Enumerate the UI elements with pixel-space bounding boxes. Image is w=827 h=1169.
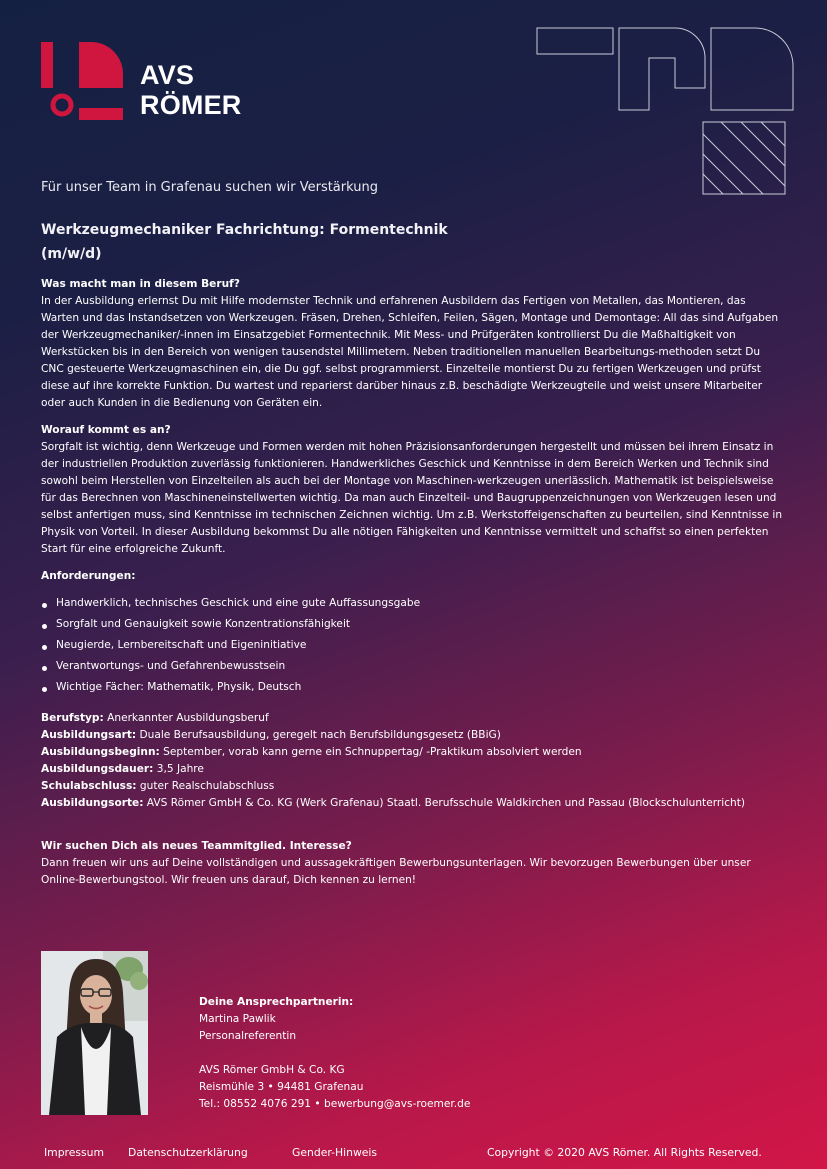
list-item: Sorgfalt und Genauigkeit sowie Konzentrationsfähigkeit — [41, 614, 786, 635]
job-title-line-2: (m/w/d) — [41, 246, 102, 262]
fact-row — [41, 795, 786, 812]
fact-label: Ausbildungsorte: — [41, 797, 144, 809]
list-item: Wichtige Fächer: Mathematik, Physik, Deutsch — [41, 677, 786, 698]
list-item: Verantwortungs- und Gefahrenbewusstsein — [41, 656, 786, 677]
copyright-text: Copyright © 2020 AVS Römer. All Rights Reserved. — [487, 1146, 762, 1159]
fact-value: guter Realschulabschluss — [136, 780, 275, 792]
training-facts — [41, 710, 786, 812]
fact-value: 3,5 Jahre — [153, 763, 204, 775]
section-text: Sorgfalt ist wichtig, denn Werkzeuge und Formen werden mit hohen Präzisionsanforderungen hergestellt und müssen bei ihrem Einsatz in der industriellen Produktion zuverlässig funktionieren. Handwerkliches Geschick und Kenntnisse in dem Bereich Werken und Technik sind sowohl beim Herstellen von Einzelteilen als auch bei der Montage von Maschinen-werkzeugen unerlässlich. Mathematik ist beispielsweise für das Berechnen von Maschineneinstellwerten wichtig. Da man auch Einzelteil- und Baugruppenzeichnungen von Werkzeugen lesen und selbst anfertigen muss, sind Kenntnisse im technischen Zeichnen wichtig. Um z.B. Werkstoffeigenschaften zu beurteilen, sind Kenntnisse in Physik von Vorteil. In dieser Ausbildung bekommst Du alle nötigen Fähigkeiten und Kenntnisse vermittelt und schaffst so einen perfekten Start für eine erfolgreiche Zukunft. — [41, 441, 783, 555]
fact-row — [41, 761, 786, 778]
avs-roemer-logo-icon — [41, 42, 123, 122]
section-what-matters — [41, 422, 786, 558]
job-title-line-1: Werkzeugmechaniker Fachrichtung: Formentechnik — [41, 222, 448, 238]
closing-text: Dann freuen wir uns auf Deine vollständigen und aussagekräftigen Bewerbungsunterlagen. Wir bevorzugen Bewerbungen über unser Online-Bewerbungstool. Wir freuen uns darauf, Dich kennen zu lernen! — [41, 857, 751, 886]
list-item: Neugierde, Lernbereitschaft und Eigeninitiative — [41, 635, 786, 656]
section-what-you-do — [41, 276, 786, 412]
datenschutz-link[interactable]: Datenschutzerklärung — [128, 1146, 248, 1159]
fact-label: Schulabschluss: — [41, 780, 137, 792]
fact-value: September, vorab kann gerne ein Schnuppertag/ -Praktikum absolviert werden — [159, 746, 582, 758]
contact-person-photo — [41, 951, 148, 1115]
fact-value: Anerkannter Ausbildungsberuf — [103, 712, 269, 724]
requirements-heading: Anforderungen: — [41, 570, 136, 582]
closing-heading: Wir suchen Dich als neues Teammitglied. Interesse? — [41, 840, 352, 852]
section-text: In der Ausbildung erlernst Du mit Hilfe modernster Technik und erfahrenen Ausbildern das Fertigen von Metallen, das Montieren, das Warten und das Instandsetzen von Werkzeugen. Fräsen, Drehen, Schleifen, Feilen, Sägen, Montage und Demontage: All das sind Aufgaben der Werkzeugmechaniker/-innen im Einsatzgebiet Formentechnik. Mit Mess- und Prüfgeräten kontrollierst Du die Maßhaltigkeit von Werkstücken bis in den Bereich von wenigen tausendstel Millimetern. Neben traditionellen manuellen Bearbeitungs-methoden setzt Du CNC gesteuerte Werkzeugmaschinen ein, die Du ggf. selbst programmierst. Einzelteile montierst Du zu fertigen Werkzeugen und prüfst diese auf ihre korrekte Funktion. Du wartest und reparierst darüber hinaus z.B. beschädigte Werkzeugteile und weist unsere Mitarbeiter oder auch Kunden in die Bedienung von Geräten ein. — [41, 295, 779, 409]
job-title — [41, 218, 448, 266]
fact-label: Ausbildungsbeginn: — [41, 746, 160, 758]
contact-address: Reismühle 3 • 94481 Grafenau — [199, 1081, 364, 1093]
section-heading: Was macht man in diesem Beruf? — [41, 278, 240, 290]
section-closing — [41, 838, 786, 889]
contact-name: Martina Pawlik — [199, 1013, 276, 1025]
requirements-list — [41, 593, 786, 698]
contact-phone-email[interactable]: Tel.: 08552 4076 291 • bewerbung@avs-roemer.de — [199, 1098, 471, 1110]
contact-company: AVS Römer GmbH & Co. KG — [199, 1064, 345, 1076]
contact-heading: Deine Ansprechpartnerin: — [199, 996, 354, 1008]
brand-line-1: AVS — [140, 60, 195, 90]
gender-hinweis-link[interactable]: Gender-Hinweis — [292, 1146, 378, 1159]
fact-value: AVS Römer GmbH & Co. KG (Werk Grafenau) Staatl. Berufsschule Waldkirchen und Passau (Blockschulunterricht) — [143, 797, 746, 809]
fact-label: Ausbildungsart: — [41, 729, 137, 741]
fact-row — [41, 744, 786, 761]
section-requirements — [41, 568, 786, 698]
fact-label: Berufstyp: — [41, 712, 104, 724]
section-heading: Worauf kommt es an? — [41, 424, 171, 436]
brand-line-2: RÖMER — [140, 90, 242, 120]
tagline: Für unser Team in Grafenau suchen wir Verstärkung — [41, 180, 378, 195]
fact-value: Duale Berufsausbildung, geregelt nach Berufsbildungsgesetz (BBiG) — [136, 729, 501, 741]
impressum-link[interactable]: Impressum — [44, 1146, 105, 1159]
job-description — [41, 276, 786, 889]
fact-row — [41, 778, 786, 795]
list-item: Handwerklich, technisches Geschick und eine gute Auffassungsgabe — [41, 593, 786, 614]
fact-row — [41, 710, 786, 727]
fact-label: Ausbildungsdauer: — [41, 763, 154, 775]
contact-block — [199, 994, 470, 1113]
brand-name — [140, 60, 242, 120]
contact-role: Personalreferentin — [199, 1030, 297, 1042]
decorative-outline-shapes — [535, 26, 795, 196]
fact-row — [41, 727, 786, 744]
